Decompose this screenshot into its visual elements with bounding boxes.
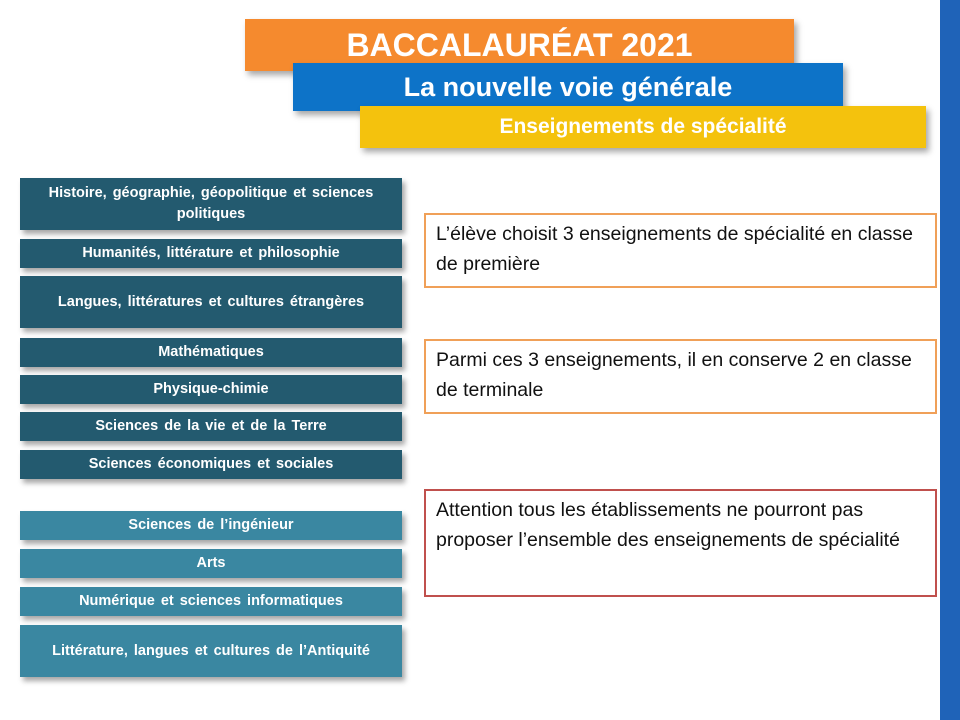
right-edge-strip: [940, 0, 960, 720]
specialite-llce: Langues, littératures et cultures étrangères: [20, 276, 402, 328]
info-attention: Attention tous les établissements ne pourront pas proposer l’ensemble des enseignements de spécialité: [424, 489, 937, 597]
specialite-arts: Arts: [20, 549, 402, 578]
specialite-hlp: Humanités, littérature et philosophie: [20, 239, 402, 268]
specialite-svt: Sciences de la vie et de la Terre: [20, 412, 402, 441]
info-terminale: Parmi ces 3 enseignements, il en conserve 2 en classe de terminale: [424, 339, 937, 414]
subtitle-banner: La nouvelle voie générale: [293, 63, 843, 111]
specialite-nsi: Numérique et sciences informatiques: [20, 587, 402, 616]
title-banner: BACCALAURÉAT 2021: [245, 19, 794, 71]
info-premiere: L’élève choisit 3 enseignements de spécialité en classe de première: [424, 213, 937, 288]
section-banner: Enseignements de spécialité: [360, 106, 926, 148]
specialite-hggsp: Histoire, géographie, géopolitique et sciences politiques: [20, 178, 402, 230]
specialite-mathematiques: Mathématiques: [20, 338, 402, 367]
specialite-physique-chimie: Physique-chimie: [20, 375, 402, 404]
specialite-si: Sciences de l’ingénieur: [20, 511, 402, 540]
specialite-ses: Sciences économiques et sociales: [20, 450, 402, 479]
specialite-llca: Littérature, langues et cultures de l’Antiquité: [20, 625, 402, 677]
